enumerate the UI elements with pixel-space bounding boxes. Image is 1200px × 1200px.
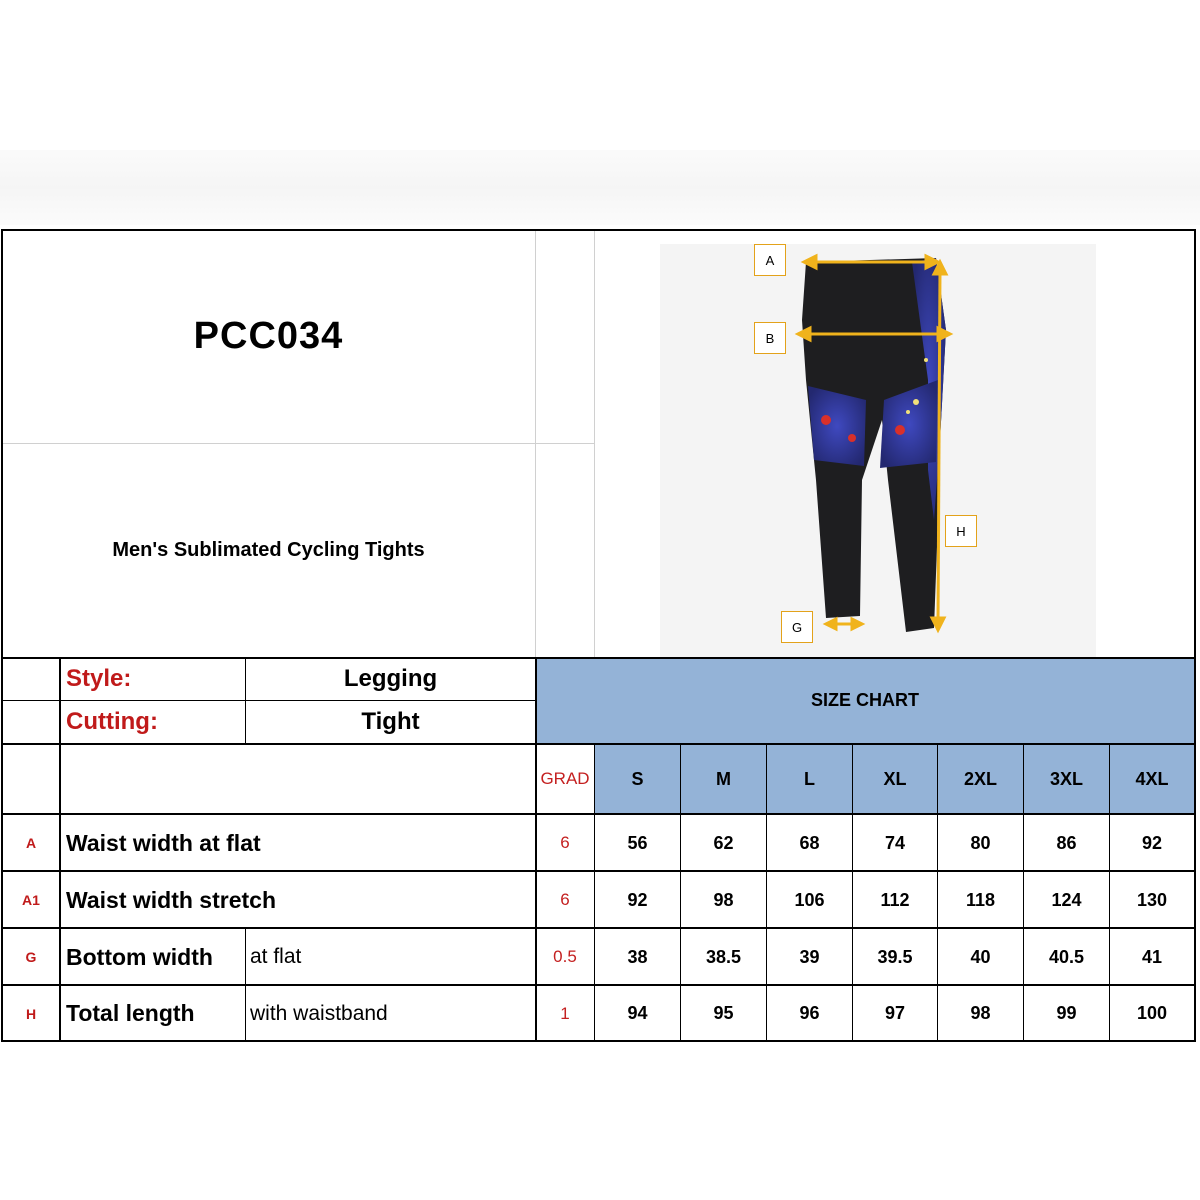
grid-line [594, 230, 595, 658]
value: 62 [713, 832, 734, 853]
row-code-cell [2, 872, 60, 928]
grid-line [245, 658, 246, 744]
size-label: S [631, 768, 644, 789]
row-label: Waist width stretch [66, 886, 276, 913]
tag-b: B [754, 322, 786, 354]
row-label-cell [60, 815, 535, 871]
value-cell [1024, 986, 1109, 1041]
row-label: Total length [66, 1000, 195, 1026]
value-cell [938, 929, 1023, 985]
value-cell [853, 872, 937, 928]
value: 92 [627, 889, 648, 910]
grid-line [852, 744, 853, 1041]
size-label: L [804, 768, 815, 789]
row-label-cell [60, 929, 246, 985]
value: 124 [1051, 889, 1082, 910]
value: 74 [884, 832, 906, 853]
grid-line [1023, 744, 1024, 1041]
value: 38.5 [705, 946, 742, 967]
size-chart-header [536, 658, 1194, 743]
grid-line [2, 813, 1195, 815]
grad-header: GRAD [540, 769, 590, 788]
value-cell [1110, 872, 1194, 928]
value: 94 [627, 1003, 648, 1023]
grid-line [2, 743, 1195, 745]
tag-g: G [781, 611, 813, 643]
size-label: 2XL [963, 768, 997, 789]
size-header-4xl [1110, 745, 1194, 813]
value: 86 [1056, 832, 1077, 853]
value-cell [681, 986, 766, 1041]
value-cell [853, 815, 937, 871]
row-code-cell [2, 986, 60, 1041]
value-cell [1110, 815, 1194, 871]
tag-a: A [754, 244, 786, 276]
grid-line [594, 744, 595, 1041]
size-header-3xl [1024, 745, 1109, 813]
row-grad: 6 [560, 890, 570, 909]
cutting-label: Cutting: [66, 708, 158, 735]
value-cell [767, 986, 852, 1041]
value-cell [938, 986, 1023, 1041]
thigh-panel-left [808, 386, 866, 466]
grid-line [1194, 229, 1196, 1042]
value-cell [681, 872, 766, 928]
tag-h: H [945, 515, 977, 547]
value: 96 [799, 1003, 820, 1023]
value-cell [595, 815, 680, 871]
value-cell [1024, 815, 1109, 871]
value: 39.5 [877, 946, 913, 967]
value: 95 [713, 1003, 734, 1023]
size-header-l [767, 745, 852, 813]
value: 97 [884, 1003, 906, 1023]
grid-line [2, 870, 1195, 872]
row-code: G [25, 949, 37, 965]
value-cell [767, 929, 852, 985]
size-header-2xl [938, 745, 1023, 813]
value-cell [681, 815, 766, 871]
value-cell [595, 929, 680, 985]
value: 41 [1141, 946, 1163, 967]
row-grad-cell [536, 815, 594, 871]
value-cell [938, 815, 1023, 871]
value-cell [1110, 929, 1194, 985]
size-header-m [681, 745, 766, 813]
grid-line [2, 657, 1195, 659]
value-cell [767, 872, 852, 928]
grid-line [1109, 744, 1110, 1041]
style-label-cell [60, 658, 246, 700]
grid-line [2, 700, 536, 701]
row-label: Bottom width [66, 943, 213, 970]
row-code: A1 [22, 892, 40, 908]
product-name: Men's Sublimated Cycling Tights [112, 538, 425, 561]
value-cell [938, 872, 1023, 928]
value-cell [767, 815, 852, 871]
grid-line [2, 443, 594, 444]
row-grad: 6 [560, 833, 570, 852]
size-label: M [716, 768, 731, 789]
row-note: with waistband [250, 1001, 388, 1025]
value-cell [1110, 986, 1194, 1041]
value-cell [595, 986, 680, 1041]
grid-line [2, 1040, 1195, 1042]
row-label-cell [60, 872, 535, 928]
value-cell [1024, 929, 1109, 985]
value: 118 [965, 889, 996, 910]
value: 40.5 [1048, 946, 1085, 967]
value-cell [1024, 872, 1109, 928]
style-value-cell [246, 658, 535, 700]
size-chart-title: SIZE CHART [811, 690, 919, 710]
value: 100 [1136, 1003, 1168, 1023]
value: 39 [799, 946, 820, 967]
value: 98 [713, 889, 734, 910]
row-code: A [25, 835, 37, 851]
grid-line [245, 928, 246, 1041]
size-header-xl [853, 745, 937, 813]
value: 40 [970, 946, 991, 967]
grid-line [1, 229, 3, 1042]
value: 56 [627, 832, 648, 853]
value: 92 [1141, 832, 1163, 853]
row-grad-cell [536, 986, 594, 1041]
row-grad: 1 [560, 1003, 570, 1023]
row-grad: 0.5 [553, 947, 577, 966]
grid-line [535, 230, 536, 658]
value: 112 [880, 889, 910, 910]
row-note: at flat [250, 945, 302, 968]
size-label: 3XL [1049, 768, 1083, 789]
row-label: Waist width at flat [66, 829, 261, 856]
size-label: XL [883, 768, 907, 789]
row-code: H [25, 1005, 37, 1022]
row-grad-cell [536, 872, 594, 928]
value-cell [853, 986, 937, 1041]
style-label: Style: [66, 665, 132, 692]
value-cell [681, 929, 766, 985]
grid-line [937, 744, 938, 1041]
row-label-cell [60, 986, 246, 1041]
grid-line [2, 229, 1195, 231]
grid-line [766, 744, 767, 1041]
cutting-value: Tight [361, 708, 420, 735]
grad-header-cell [536, 745, 594, 813]
product-code: PCC034 [193, 314, 344, 357]
row-note-cell [246, 986, 535, 1041]
grid-line [2, 927, 1195, 929]
row-code-cell [2, 815, 60, 871]
value: 99 [1056, 1003, 1077, 1023]
value: 130 [1136, 889, 1168, 910]
grid-line [2, 984, 1195, 986]
value: 98 [970, 1003, 991, 1023]
row-code-cell [2, 929, 60, 985]
grid-line [680, 744, 681, 1041]
value: 80 [970, 832, 991, 853]
grid-line [535, 658, 537, 1041]
cutting-value-cell [246, 701, 535, 743]
value-cell [853, 929, 937, 985]
grid-line [59, 658, 61, 1041]
row-grad-cell [536, 929, 594, 985]
size-label: 4XL [1135, 768, 1169, 789]
value: 68 [799, 832, 820, 853]
value-cell [595, 872, 680, 928]
value: 106 [794, 889, 825, 910]
size-header-s [595, 745, 680, 813]
value: 38 [627, 946, 648, 967]
style-value: Legging [343, 665, 438, 692]
row-note-cell [246, 929, 535, 985]
cutting-label-cell [60, 701, 246, 743]
